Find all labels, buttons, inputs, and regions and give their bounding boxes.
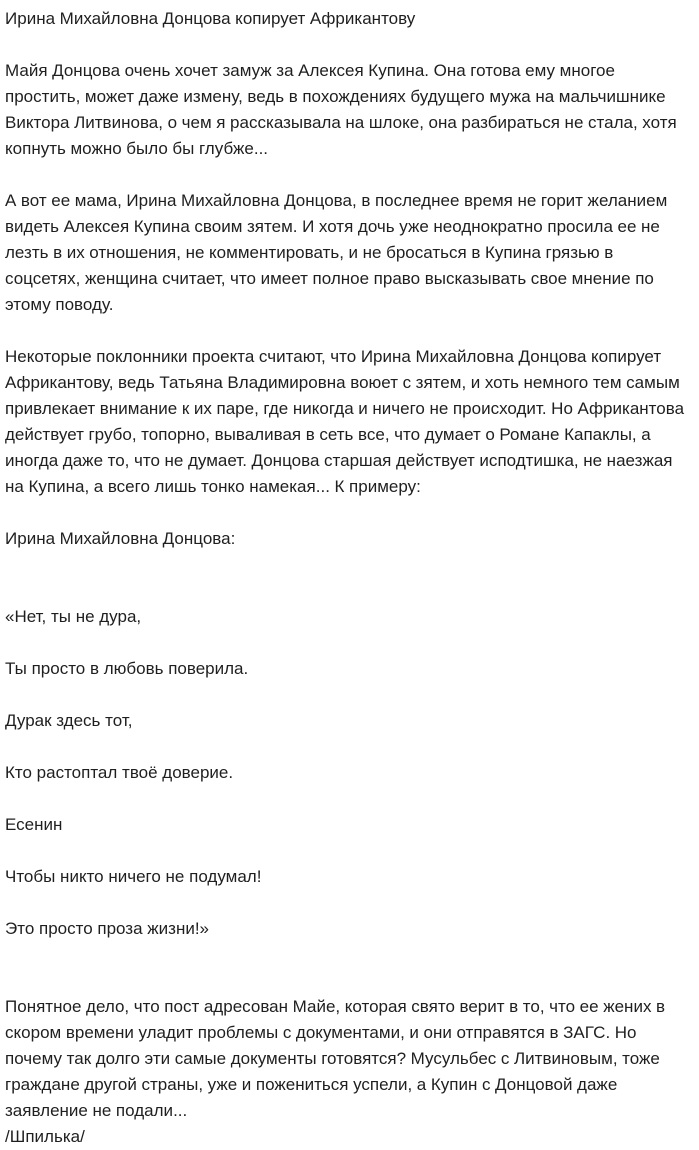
article-paragraph-1: Майя Донцова очень хочет замуж за Алексея Купина. Она готова ему многое простить, может даже измену, ведь в похождениях будущего мужа на мальчишнике Виктора Литвинова, о чем я рассказывала на шлоке, она разбираться не стала, хотя копнуть можно было бы глубже... xyxy=(5,61,677,158)
verse-line: Это просто проза жизни!» xyxy=(5,919,209,938)
verse-line: Есенин xyxy=(5,815,63,834)
closing-paragraph-text: Понятное дело, что пост адресован Майе, которая свято верит в то, что ее жених в скором времени уладит проблемы с документами, и они отправятся в ЗАГС. Но почему так долго эти самые документы готовятся? Мусульбес с Литвиновым, тоже граждане другой страны, уже и пожениться успели, а Купин с Донцовой даже заявление не подали... xyxy=(5,997,666,1120)
verse-line: «Нет, ты не дура, xyxy=(5,607,142,626)
verse-line: Чтобы никто ничего не подумал! xyxy=(5,867,262,886)
author-signature: /Шпилька/ xyxy=(5,1127,85,1146)
verse-line: Кто растоптал твоё доверие. xyxy=(5,763,234,782)
article-paragraph-2: А вот ее мама, Ирина Михайловна Донцова, в последнее время не горит желанием видеть Алексея Купина своим зятем. И хотя дочь уже неоднократно просила ее не лезть в их отношения, не комментировать, и не бросаться в Купина грязью в соцсетях, женщина считает, что имеет полное право высказывать свое мнение по этому поводу. xyxy=(5,191,668,314)
article-closing-paragraph xyxy=(5,994,691,1150)
article-quote-attribution: Ирина Михайловна Донцова: xyxy=(5,529,236,548)
verse-line: Ты просто в любовь поверила. xyxy=(5,659,249,678)
verse-line: Дурак здесь тот, xyxy=(5,711,133,730)
verse-block xyxy=(5,578,691,968)
article-paragraph-3: Некоторые поклонники проекта считают, что Ирина Михайловна Донцова копирует Африкантову, ведь Татьяна Владимировна воюет с зятем, и хоть немного тем самым привлекает внимание к их паре, где никогда и ничего не происходит. Но Африкантова действует грубо, топорно, вываливая в сеть все, что думает о Романе Капаклы, а иногда даже то, что не думает. Донцова старшая действует исподтишка, не наезжая на Купина, а всего лишь тонко намекая... К примеру: xyxy=(5,347,685,496)
article-headline-line: Ирина Михайловна Донцова копирует Африкантову xyxy=(5,9,416,28)
